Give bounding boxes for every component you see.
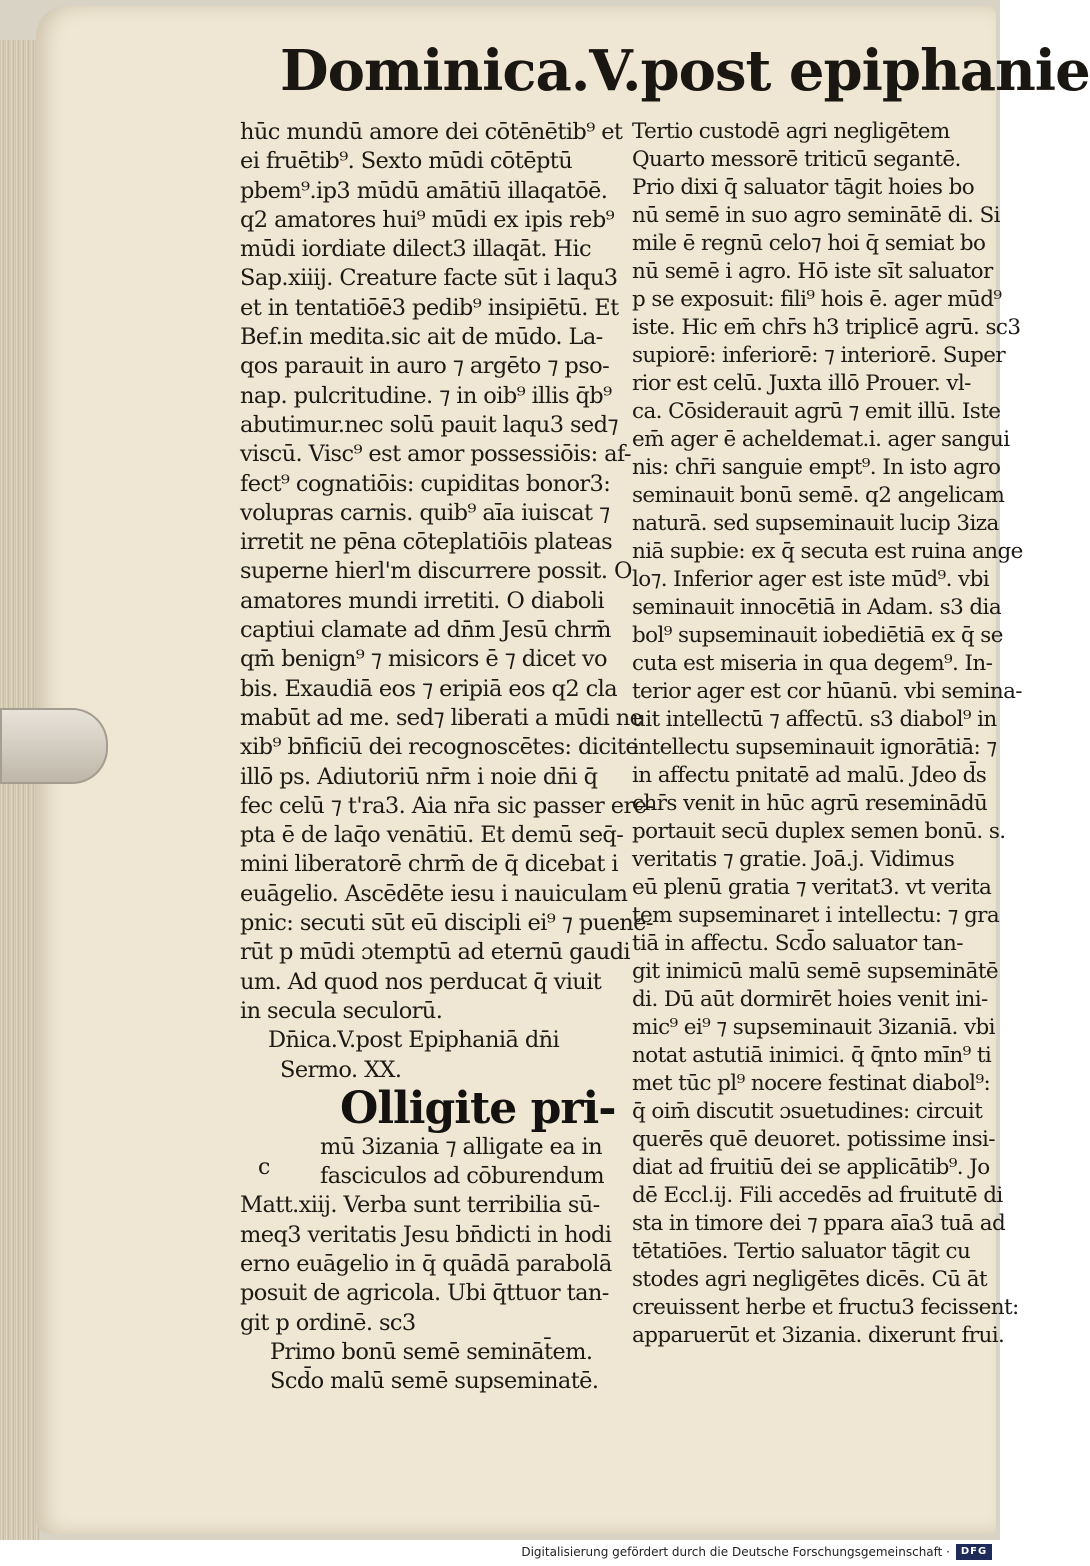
text-line: Primo bonū semē semināt̄em.	[270, 1338, 593, 1365]
text-line: Bef.in medita.sic ait de mūdo. La-	[240, 324, 603, 351]
text-line: euāgelio. Ascēdēte iesu i nauiculam	[240, 880, 628, 907]
text-line: posuit de agricola. Ubi q̄ttuor tan-	[240, 1280, 609, 1307]
text-line: pbem⁹.ip3 mūdū amātiū illaqatōē.	[240, 177, 608, 204]
sermon-number: Sermo. XX.	[280, 1056, 402, 1083]
text-line: Tertio custodē agri negligētem	[632, 119, 950, 144]
text-line: eū plenū gratia ⁊ veritat3. vt verita	[632, 875, 992, 900]
text-line: bis. Exaudiā eos ⁊ eripiā eos q2 cla	[240, 675, 618, 702]
text-line: naturā. sed supseminauit lucip 3iza	[632, 511, 999, 536]
text-line: portauit secū duplex semen bonū. s.	[632, 819, 1006, 844]
text-line: ei fruētib⁹. Sexto mūdi cōtēptū	[240, 148, 573, 175]
text-line: mabūt ad me. sed⁊ liberati a mūdi ne	[240, 704, 643, 731]
text-line: nū semē i agro. Hō iste sīt saluator	[632, 259, 993, 284]
text-line: ca. Cōsiderauit agrū ⁊ emit illū. Iste	[632, 399, 1001, 424]
text-line: um. Ad quod nos perducat q̄ viuit	[240, 968, 602, 995]
text-line: illō ps. Adiutoriū nr̄m i noie dn̄i q̄	[240, 763, 598, 790]
initial-block	[240, 1082, 616, 1192]
page-edges	[0, 40, 40, 1540]
text-line: pnic: secuti sūt eū discipli ei⁹ ⁊ puene-	[240, 910, 653, 937]
lombard-letter: c	[258, 1154, 270, 1180]
text-line: seminauit bonū semē. q2 angelicam	[632, 483, 1005, 508]
text-line: creuissent herbe et fructu3 fecissent:	[632, 1295, 1019, 1320]
text-line: git p ordinē. sc3	[240, 1309, 416, 1336]
left-after-initial	[240, 1133, 610, 1192]
footer-credit: Digitalisierung gefördert durch die Deutsche Forschungsgemeinschaft ·	[521, 1545, 950, 1559]
text-line: sta in timore dei ⁊ ppara aīa3 tuā ad	[632, 1211, 1006, 1236]
text-line: amatores mundi irretiti. O diaboli	[240, 587, 604, 614]
left-indented-text	[240, 1338, 610, 1397]
text-line: seminauit innocētiā in Adam. s3 dia	[632, 595, 1002, 620]
page-clasp	[0, 708, 108, 784]
text-line: rūt p mūdi ɔtemptū ad eternū gaudi	[240, 939, 630, 966]
text-line: nis: chr̄i sanguie empt⁹. In isto agro	[632, 455, 1001, 480]
text-line: q̄ oim̄ discutit ɔsuetudines: circuit	[632, 1099, 983, 1124]
text-line: volupras carnis. quib⁹ aīa iuiscat ⁊	[240, 499, 610, 526]
text-line: diat ad fruitiū dei se applicātib⁹. Jo	[632, 1155, 990, 1180]
text-line: niā supbie: ex q̄ secuta est ruina ange	[632, 539, 1023, 564]
left-column	[240, 118, 654, 1396]
text-line: apparuerūt et 3izania. dixerunt frui.	[632, 1323, 1005, 1348]
text-line: tētatiōes. Tertio saluator tāgit cu	[632, 1239, 971, 1264]
right-column-text	[632, 118, 1023, 1350]
text-line: uit intellectū ⁊ affectū. s3 diabol⁹ in	[632, 707, 997, 732]
text-line: viscū. Visc⁹ est amor possessiōis: af-	[240, 441, 631, 468]
text-line: erno euāgelio in q̄ quādā parabolā	[240, 1250, 612, 1277]
text-line: iste. Hic em̄ chr̄s h3 triplicē agrū. sc3	[632, 315, 1021, 340]
text-line: fasciculos ad cōburendum	[320, 1163, 605, 1190]
right-column	[632, 118, 1023, 1350]
text-line: cuta est miseria in qua degem⁹. In-	[632, 651, 993, 676]
text-line: lo⁊. Inferior ager est iste mūd⁹. vbi	[632, 567, 990, 592]
text-line: met tūc pl⁹ nocere festinat diabol⁹:	[632, 1071, 991, 1096]
text-line: nap. pulcritudine. ⁊ in oib⁹ illis q̄b⁹	[240, 382, 612, 409]
text-line: tiā in affectu. Scd̄o saluator tan-	[632, 931, 963, 956]
running-head: Dominica.V.post epiphanie	[280, 38, 1090, 104]
text-line: Prio dixi q̄ saluator tāgit hoies bo	[632, 175, 975, 200]
text-line: mū 3izania ⁊ alligate ea in	[320, 1133, 603, 1160]
dfg-logo[interactable]: DFG	[956, 1544, 992, 1560]
footer-bar	[0, 1540, 1000, 1566]
text-line: nū semē in suo agro seminātē di. Si	[632, 203, 1000, 228]
text-line: rior est celū. Juxta illō Prouer. vl-	[632, 371, 971, 396]
text-line: mic⁹ ei⁹ ⁊ supseminauit 3izaniā. vbi	[632, 1015, 995, 1040]
text-line: fect⁹ cognatiōis: cupiditas bonor3:	[240, 470, 611, 497]
text-line: qos parauit in auro ⁊ argēto ⁊ pso-	[240, 353, 610, 380]
text-line: hūc mundū amore dei cōtēnētib⁹ et	[240, 119, 623, 145]
text-line: querēs quē deuoret. potissime insi-	[632, 1127, 995, 1152]
text-line: em̄ ager ē acheldemat.i. ager sangui	[632, 427, 1010, 452]
text-line: fec celū ⁊ t'ra3. Aia nr̄a sic passer ere-	[240, 792, 654, 819]
text-line: captiui clamate ad dn̄m Jesū chrm̄	[240, 617, 611, 644]
text-line: stodes agri negligētes dicēs. Cū āt	[632, 1267, 988, 1292]
text-line: tem supseminaret i intellectu: ⁊ gra	[632, 903, 1000, 928]
text-line: bol⁹ supseminauit iobediētiā ex q̄ se	[632, 623, 1003, 648]
text-line: notat astutiā inimici. q̄ q̄nto mīn⁹ ti	[632, 1043, 992, 1068]
text-line: abutimur.nec solū pauit laqu3 sed⁊	[240, 411, 619, 438]
initial-word: Olligite pri-	[340, 1082, 616, 1134]
text-line: irretit ne pēna cōteplatiōis plateas	[240, 529, 613, 556]
text-line: q2 amatores hui⁹ mūdi ex ipis reb⁹	[240, 206, 615, 233]
text-line: Matt.xiij. Verba sunt terribilia sū-	[240, 1192, 600, 1219]
text-line: Sap.xiiij. Creature facte sūt i laqu3	[240, 265, 618, 292]
text-line: et in tentatiōē3 pedib⁹ insipiētū. Et	[240, 294, 619, 321]
text-line: supiorē: inferiorē: ⁊ interiorē. Super	[632, 343, 1006, 368]
text-line: meq3 veritatis Jesu bn̄dicti in hodi	[240, 1221, 612, 1248]
text-line: xib⁹ bn̄ficiū dei recognoscētes: dicite	[240, 734, 639, 761]
text-line: p se exposuit: fili⁹ hois ē. ager mūd⁹	[632, 287, 1002, 312]
text-line: in secula seculorū.	[240, 997, 443, 1024]
text-line: Quarto messorē triticū segantē.	[632, 147, 961, 172]
text-line: mūdi iordiate dilect3 illaqāt. Hic	[240, 236, 592, 263]
left-bottom-text	[240, 1191, 610, 1337]
text-line: di. Dū aūt dormirēt hoies venit ini-	[632, 987, 988, 1012]
initial-row	[240, 1082, 616, 1134]
text-line: dē Eccl.ij. Fili accedēs ad fruitutē di	[632, 1183, 1003, 1208]
text-line: Scd̄o malū semē supseminatē.	[270, 1368, 599, 1395]
left-column-text	[240, 118, 654, 1026]
text-line: mini liberatorē chrm̄ de q̄ dicebat i	[240, 851, 618, 878]
text-line: mile ē regnū celo⁊ hoi q̄ semiat bo	[632, 231, 986, 256]
text-line: intellectu supseminauit ignorātiā: ⁊	[632, 735, 997, 760]
text-line: pta ē de laq̄o venātiū. Et demū seq̄-	[240, 822, 624, 849]
text-line: terior ager est cor hūanū. vbi semina-	[632, 679, 1022, 704]
text-line: veritatis ⁊ gratie. Joā.j. Vidimus	[632, 847, 955, 872]
text-line: git inimicū malū semē supseminātē	[632, 959, 999, 984]
text-line: chr̄s venit in hūc agrū reseminādū	[632, 791, 988, 816]
sermon-title: Dn̄ica.V.post Epiphaniā dn̄i	[268, 1027, 560, 1054]
text-line: in affectu pnitatē ad malū. Jdeo d̄s	[632, 763, 987, 788]
text-line: superne hierl'm discurrere possit. O	[240, 558, 632, 585]
text-line: qm̄ benign⁹ ⁊ misicors ē ⁊ dicet vo	[240, 646, 607, 673]
